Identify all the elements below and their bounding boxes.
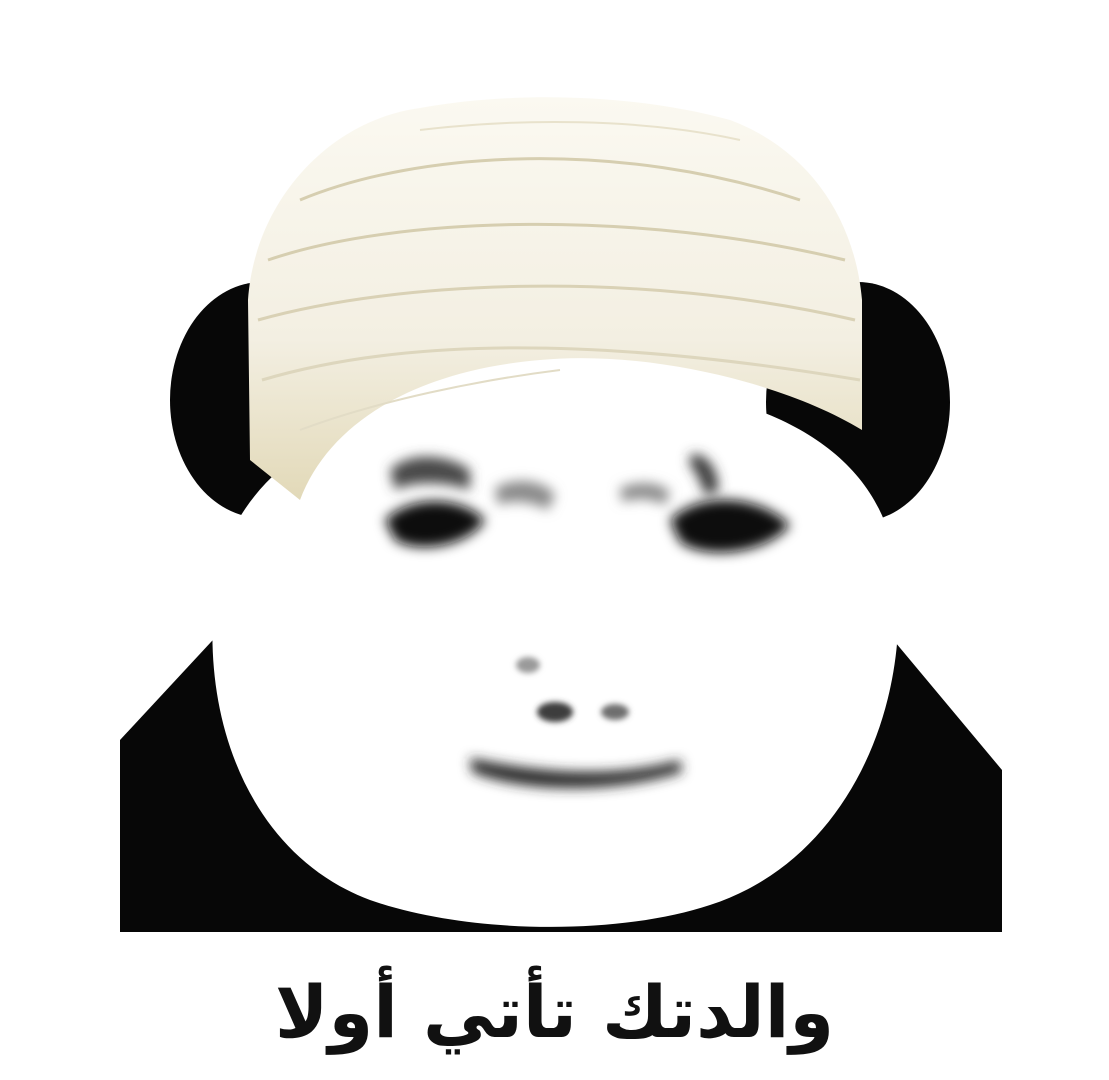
meme-caption: والدتك تأتي أولا <box>274 970 835 1054</box>
